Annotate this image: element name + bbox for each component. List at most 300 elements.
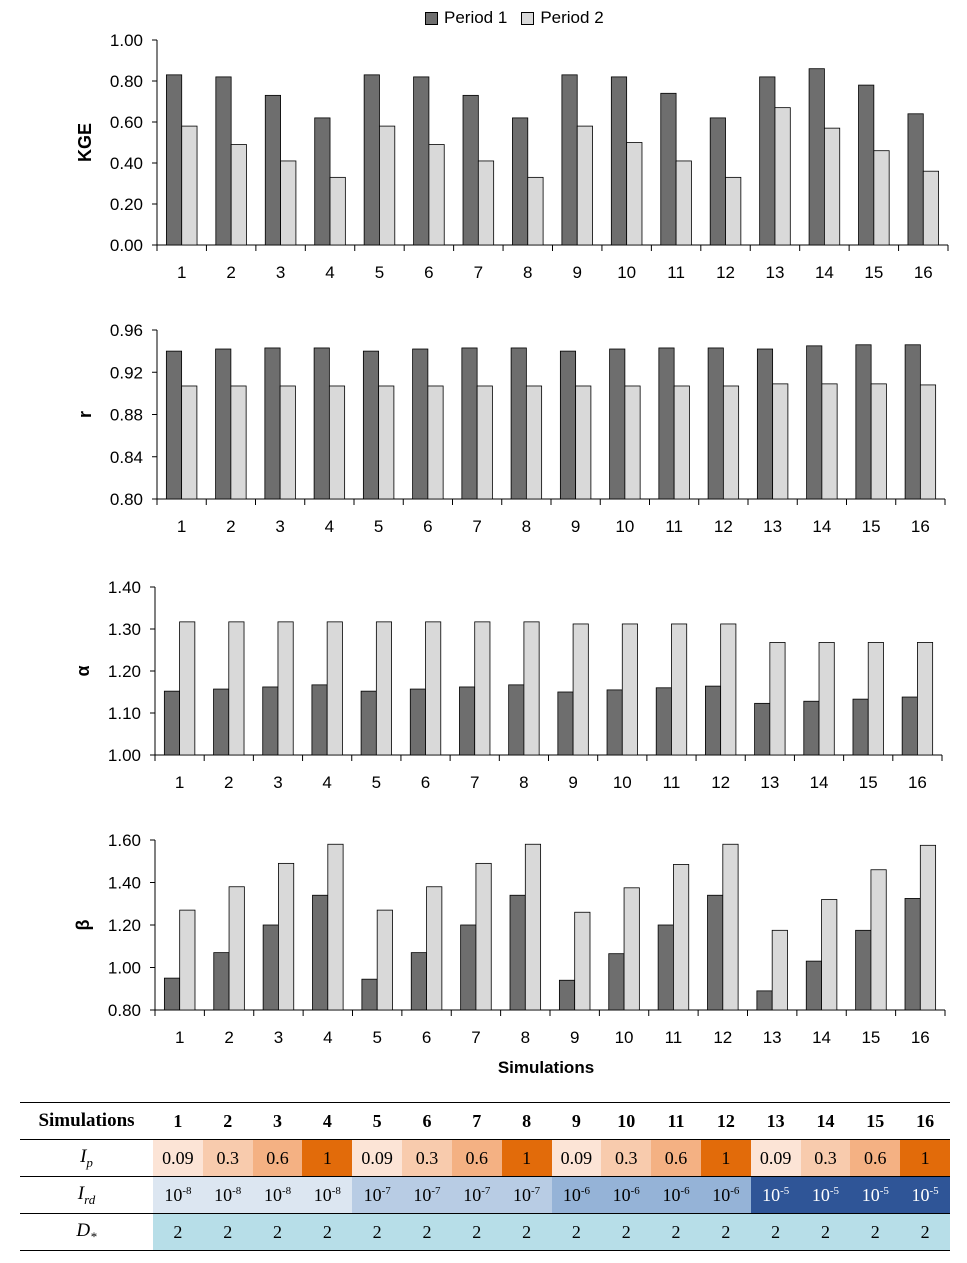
bar-period-2: [428, 386, 443, 499]
x-tick-label: 8: [523, 263, 533, 282]
bar-period-2: [278, 863, 293, 1010]
bar-period-1: [755, 703, 770, 755]
table-header-cell: 4: [302, 1103, 352, 1140]
row-label-ip: [20, 1140, 153, 1177]
y-tick-label: 1.10: [107, 704, 141, 723]
y-axis-title: KGE: [75, 122, 95, 163]
dstar-cell: 2: [153, 1214, 203, 1251]
x-tick-label: 1: [174, 773, 185, 792]
y-tick-label: 0.88: [109, 405, 143, 425]
bar-period-2: [576, 386, 591, 499]
bar-period-1: [708, 895, 723, 1010]
y-tick-label: 1.40: [107, 873, 141, 893]
y-tick-label: 1.20: [107, 662, 141, 681]
x-tick-label: 1: [174, 1028, 185, 1047]
bar-period-2: [723, 386, 738, 499]
bar-period-1: [856, 345, 871, 499]
bar-period-2: [426, 622, 441, 755]
ird-exponent: -5: [829, 1184, 840, 1197]
bar-period-2: [180, 910, 195, 1010]
y-tick-label: 0.20: [109, 195, 143, 214]
bar-period-1: [164, 691, 179, 755]
bar-period-1: [559, 980, 574, 1010]
x-tick-label: 4: [323, 1028, 333, 1047]
ip-cell: 0.09: [751, 1140, 801, 1177]
y-tick-label: 0.40: [109, 154, 143, 173]
y-tick-label: 0.96: [109, 321, 143, 340]
bar-period-2: [770, 642, 785, 755]
table-header-cell: 13: [751, 1103, 801, 1140]
ip-cell: 1: [502, 1140, 552, 1177]
table-header-cell: 6: [402, 1103, 452, 1140]
bar-period-2: [429, 145, 444, 245]
ird-base: 10: [562, 1184, 581, 1205]
bar-period-2: [917, 642, 932, 755]
table-header-cell: 15: [850, 1103, 900, 1140]
ip-cell: 0.6: [452, 1140, 502, 1177]
bar-period-2: [231, 386, 246, 499]
bar-period-1: [760, 77, 775, 245]
table-row-dstar: [20, 1214, 950, 1251]
bar-period-2: [477, 386, 492, 499]
dstar-cell: 2: [751, 1214, 801, 1251]
x-tick-label: 10: [614, 1028, 634, 1047]
bar-period-2: [874, 151, 889, 245]
y-tick-label: 0.00: [109, 236, 143, 255]
x-tick-label: 1: [176, 263, 187, 282]
ip-cell: 0.3: [402, 1140, 452, 1177]
bar-period-2: [478, 161, 493, 245]
bar-period-2: [327, 622, 342, 755]
bar-period-1: [809, 69, 824, 245]
x-tick-label: 2: [224, 773, 234, 792]
bar-period-1: [661, 93, 676, 245]
row-label-ip-main: I: [80, 1145, 87, 1167]
ird-cell: [552, 1177, 602, 1214]
bar-period-2: [723, 844, 738, 1010]
bar-period-1: [558, 692, 573, 755]
table-header-cell: 14: [801, 1103, 851, 1140]
bar-period-2: [229, 887, 244, 1010]
ird-exponent: -5: [879, 1184, 889, 1197]
table-header-row: [20, 1103, 950, 1140]
dstar-cell: 2: [850, 1214, 900, 1251]
ird-cell: [452, 1177, 502, 1214]
legend-label-period-1: Period 1: [444, 8, 508, 27]
y-tick-label: 0.80: [109, 490, 143, 509]
x-tick-label: 6: [423, 517, 433, 536]
bar-period-2: [475, 622, 490, 755]
bar-period-1: [214, 689, 229, 755]
x-tick-label: 15: [861, 517, 881, 536]
bar-period-2: [721, 624, 736, 755]
bar-period-1: [659, 348, 674, 499]
ird-base: 10: [363, 1184, 382, 1205]
ip-cell: 0.09: [153, 1140, 203, 1177]
bar-period-1: [658, 925, 673, 1010]
bar-period-2: [819, 642, 834, 755]
bar-period-1: [804, 701, 819, 755]
bar-period-1: [216, 77, 231, 245]
x-tick-label: 7: [473, 263, 484, 282]
bar-period-1: [908, 114, 923, 245]
bar-period-2: [376, 622, 391, 755]
table-row-ip: [20, 1140, 950, 1177]
bar-period-1: [905, 345, 920, 499]
bar-period-2: [573, 624, 588, 755]
bar-period-1: [511, 348, 526, 499]
ird-exponent: -7: [431, 1184, 441, 1197]
bar-period-2: [868, 642, 883, 755]
dstar-cell: 2: [552, 1214, 602, 1251]
bar-period-2: [278, 622, 293, 755]
bar-period-1: [609, 954, 624, 1010]
bar-period-2: [671, 624, 686, 755]
bar-period-2: [822, 384, 837, 499]
dstar-cell: 2: [701, 1214, 751, 1251]
bar-period-2: [427, 887, 442, 1010]
bar-period-2: [281, 161, 296, 245]
x-tick-label: 11: [665, 517, 683, 536]
bar-period-1: [263, 687, 278, 755]
bar-period-1: [166, 75, 181, 245]
row-label-ird-main: I: [77, 1182, 85, 1204]
ird-base: 10: [214, 1184, 233, 1205]
bar-period-1: [361, 691, 376, 755]
dstar-cell: 2: [452, 1214, 502, 1251]
x-tick-label: 2: [224, 1028, 234, 1047]
row-label-ird: [20, 1177, 153, 1214]
bar-period-1: [314, 348, 329, 499]
bar-period-2: [624, 888, 639, 1010]
ird-base: 10: [811, 1184, 830, 1205]
table-header-cell: 1: [153, 1103, 203, 1140]
ird-exponent: -7: [381, 1184, 391, 1197]
ird-exponent: -5: [929, 1184, 939, 1197]
x-tick-label: 4: [324, 517, 335, 536]
ird-exponent: -7: [481, 1184, 491, 1197]
bar-period-2: [676, 161, 691, 245]
y-tick-label: 0.84: [109, 447, 143, 467]
x-tick-label: 15: [861, 1028, 881, 1047]
bar-period-2: [920, 845, 935, 1010]
x-tick-label: 12: [716, 263, 735, 282]
bar-period-1: [607, 690, 622, 755]
x-tick-label: 10: [615, 517, 635, 536]
bar-period-1: [364, 75, 379, 245]
bar-period-1: [263, 925, 278, 1010]
table-header-cell: 12: [701, 1103, 751, 1140]
x-tick-label: 5: [373, 517, 384, 536]
bar-period-1: [459, 687, 474, 755]
y-tick-label: 0.92: [109, 363, 143, 383]
y-tick-label: 0.60: [109, 113, 143, 132]
bar-period-1: [853, 699, 868, 755]
x-tick-label: 5: [371, 773, 382, 792]
bar-period-2: [871, 870, 886, 1010]
table-header-cell: 2: [203, 1103, 253, 1140]
ip-cell: 0.6: [651, 1140, 701, 1177]
ird-base: 10: [164, 1184, 183, 1205]
bar-period-2: [622, 624, 637, 755]
dstar-cell: 2: [352, 1214, 402, 1251]
dstar-cell: 2: [601, 1214, 651, 1251]
dstar-cell: 2: [651, 1214, 701, 1251]
x-tick-label: 16: [910, 517, 930, 536]
y-axis-title: α: [73, 665, 93, 677]
x-tick-label: 3: [275, 263, 286, 282]
bar-period-1: [806, 961, 821, 1010]
x-tick-label: 13: [763, 517, 783, 536]
bar-period-1: [562, 75, 577, 245]
table-header-cell: 5: [352, 1103, 402, 1140]
bar-period-1: [611, 77, 626, 245]
x-tick-label: 12: [711, 773, 731, 792]
bar-period-2: [822, 900, 837, 1011]
x-tick-label: 6: [420, 773, 431, 792]
bar-period-1: [757, 991, 772, 1010]
x-tick-label: 16: [913, 263, 933, 282]
table-header-cell: 16: [900, 1103, 950, 1140]
x-tick-label: 5: [374, 263, 385, 282]
bar-period-1: [902, 697, 917, 755]
bar-period-1: [859, 85, 874, 245]
x-tick-label: 11: [662, 773, 681, 792]
dstar-cell: 2: [402, 1214, 452, 1251]
ip-cell: 0.6: [850, 1140, 900, 1177]
ird-exponent: -6: [730, 1184, 740, 1197]
bar-period-2: [525, 844, 540, 1010]
bar-period-1: [265, 95, 280, 245]
x-tick-label: 9: [572, 263, 582, 282]
x-tick-label: 9: [570, 517, 581, 536]
bar-period-1: [313, 895, 328, 1010]
bar-period-2: [528, 177, 543, 245]
chart-panel-1: [75, 31, 948, 282]
ird-base: 10: [313, 1184, 332, 1205]
ird-base: 10: [861, 1184, 880, 1205]
bar-period-1: [463, 95, 478, 245]
ird-exponent: -6: [680, 1184, 690, 1197]
y-tick-label: 0.80: [107, 1001, 141, 1020]
bar-period-1: [509, 685, 524, 755]
bar-period-1: [610, 349, 625, 499]
x-tick-label: 6: [424, 263, 434, 282]
x-tick-label: 14: [814, 263, 834, 282]
y-tick-label: 0.80: [109, 72, 143, 91]
bar-period-1: [462, 348, 477, 499]
x-tick-label: 15: [864, 263, 884, 282]
y-axis-title: r: [75, 410, 95, 419]
x-tick-label: 9: [569, 1028, 580, 1047]
table-header-cell: 8: [502, 1103, 552, 1140]
bar-period-2: [379, 386, 394, 499]
ip-cell: 0.09: [552, 1140, 602, 1177]
bar-period-2: [674, 386, 689, 499]
bar-period-1: [315, 118, 330, 245]
x-tick-label: 11: [667, 263, 685, 282]
x-tick-label: 3: [273, 1028, 284, 1047]
dstar-cell: 2: [203, 1214, 253, 1251]
ip-cell: 0.09: [352, 1140, 402, 1177]
ird-base: 10: [463, 1184, 482, 1205]
bar-period-2: [182, 386, 197, 499]
x-tick-label: 10: [617, 263, 637, 282]
y-tick-label: 1.00: [109, 31, 143, 50]
chart-panel-2: [75, 321, 945, 536]
bar-period-1: [856, 930, 871, 1010]
x-tick-label: 4: [322, 773, 332, 792]
bar-period-1: [512, 118, 527, 245]
ird-cell: [253, 1177, 303, 1214]
x-tick-label: 3: [275, 517, 285, 536]
x-tick-label: 6: [421, 1028, 432, 1047]
x-tick-label: 13: [760, 773, 780, 792]
x-tick-label: 7: [472, 517, 482, 536]
bar-period-1: [656, 688, 671, 755]
bar-period-2: [180, 622, 195, 755]
bar-period-2: [726, 177, 741, 245]
x-tick-label: 1: [176, 517, 187, 536]
table-header-cell: 10: [601, 1103, 651, 1140]
x-tick-label: 16: [907, 773, 927, 792]
ip-cell: 1: [302, 1140, 352, 1177]
ird-exponent: -7: [531, 1184, 541, 1197]
ip-cell: 0.6: [253, 1140, 303, 1177]
bar-period-1: [413, 349, 428, 499]
bar-period-2: [229, 622, 244, 755]
bar-period-2: [773, 384, 788, 499]
x-tick-label: 2: [226, 263, 236, 282]
bar-period-2: [377, 910, 392, 1010]
ird-cell: [352, 1177, 402, 1214]
bar-period-1: [312, 685, 327, 755]
table-header-cell: 7: [452, 1103, 502, 1140]
ird-base: 10: [662, 1184, 681, 1205]
x-tick-label: 7: [471, 1028, 481, 1047]
y-tick-label: 1.30: [107, 620, 141, 639]
x-tick-label: 10: [612, 773, 632, 792]
bar-period-2: [772, 930, 787, 1010]
x-tick-label: 9: [568, 773, 578, 792]
dstar-cell: 2: [302, 1214, 352, 1251]
ird-exponent: -6: [630, 1184, 640, 1197]
bar-period-1: [705, 686, 720, 755]
bar-period-1: [265, 348, 280, 499]
row-label-dstar: [20, 1214, 153, 1251]
bar-period-1: [362, 979, 377, 1010]
ird-base: 10: [513, 1184, 531, 1205]
x-tick-label: 4: [325, 263, 335, 282]
ird-base: 10: [712, 1184, 731, 1205]
ird-cell: [153, 1177, 203, 1214]
chart-panel-4: [73, 831, 945, 1077]
x-tick-label: 12: [713, 517, 733, 536]
ip-cell: 1: [701, 1140, 751, 1177]
ip-cell: 0.3: [601, 1140, 651, 1177]
bar-period-1: [708, 348, 723, 499]
bar-period-2: [923, 171, 938, 245]
bar-period-1: [410, 689, 425, 755]
bar-period-2: [524, 622, 539, 755]
table-header-cell: 9: [552, 1103, 602, 1140]
x-axis-title: Simulations: [497, 1058, 595, 1077]
bar-period-2: [871, 384, 886, 499]
chart-panel-3: [73, 578, 942, 792]
table-header-cell: 3: [253, 1103, 303, 1140]
x-tick-label: 13: [762, 1028, 782, 1047]
x-tick-label: 16: [910, 1028, 930, 1047]
bar-period-2: [231, 145, 246, 245]
bar-period-2: [182, 126, 197, 245]
bar-period-1: [166, 351, 181, 499]
bar-period-1: [216, 349, 231, 499]
bar-period-2: [775, 108, 790, 245]
bar-period-1: [510, 895, 525, 1010]
x-tick-label: 8: [520, 1028, 531, 1047]
dstar-cell: 2: [502, 1214, 552, 1251]
bar-period-1: [560, 351, 575, 499]
dstar-cell: 2: [801, 1214, 851, 1251]
ip-cell: 0.3: [203, 1140, 253, 1177]
ird-base: 10: [911, 1184, 930, 1205]
ird-exponent: -6: [580, 1184, 590, 1197]
ird-exponent: -5: [780, 1184, 790, 1197]
x-tick-label: 8: [521, 517, 532, 536]
ird-cell: [203, 1177, 253, 1214]
x-tick-label: 13: [765, 263, 785, 282]
bar-period-2: [280, 386, 295, 499]
ird-cell: [601, 1177, 651, 1214]
ird-base: 10: [263, 1184, 282, 1205]
bar-period-2: [526, 386, 541, 499]
legend-label-period-2: Period 2: [540, 8, 604, 27]
ird-base: 10: [413, 1184, 432, 1205]
table-row-ird: [20, 1177, 950, 1214]
bar-period-1: [363, 351, 378, 499]
bar-period-2: [577, 126, 592, 245]
bar-period-1: [905, 898, 920, 1010]
ip-cell: 1: [900, 1140, 950, 1177]
ird-cell: [751, 1177, 801, 1214]
dstar-cell: 2: [253, 1214, 303, 1251]
y-tick-label: 1.00: [107, 958, 141, 978]
dstar-cell: 2: [900, 1214, 950, 1251]
x-tick-label: 12: [713, 1028, 733, 1047]
ird-cell: [302, 1177, 352, 1214]
bar-period-2: [920, 385, 935, 499]
ird-base: 10: [762, 1184, 781, 1205]
bar-period-2: [627, 143, 642, 246]
bar-period-1: [411, 953, 426, 1010]
x-tick-label: 5: [372, 1028, 382, 1047]
bar-period-1: [214, 953, 229, 1010]
ird-cell: [801, 1177, 851, 1214]
y-tick-label: 1.40: [107, 578, 141, 597]
bar-period-2: [476, 863, 491, 1010]
x-tick-label: 8: [519, 773, 529, 792]
bar-period-2: [575, 912, 590, 1010]
table-header-cell: 11: [651, 1103, 701, 1140]
ird-cell: [402, 1177, 452, 1214]
simulation-parameters-table: [20, 1102, 950, 1251]
x-tick-label: 15: [858, 773, 878, 792]
y-tick-label: 1.60: [107, 831, 141, 850]
bar-period-2: [328, 844, 343, 1010]
bar-period-2: [673, 864, 688, 1010]
ird-exponent: -8: [232, 1184, 242, 1197]
ird-cell: [850, 1177, 900, 1214]
